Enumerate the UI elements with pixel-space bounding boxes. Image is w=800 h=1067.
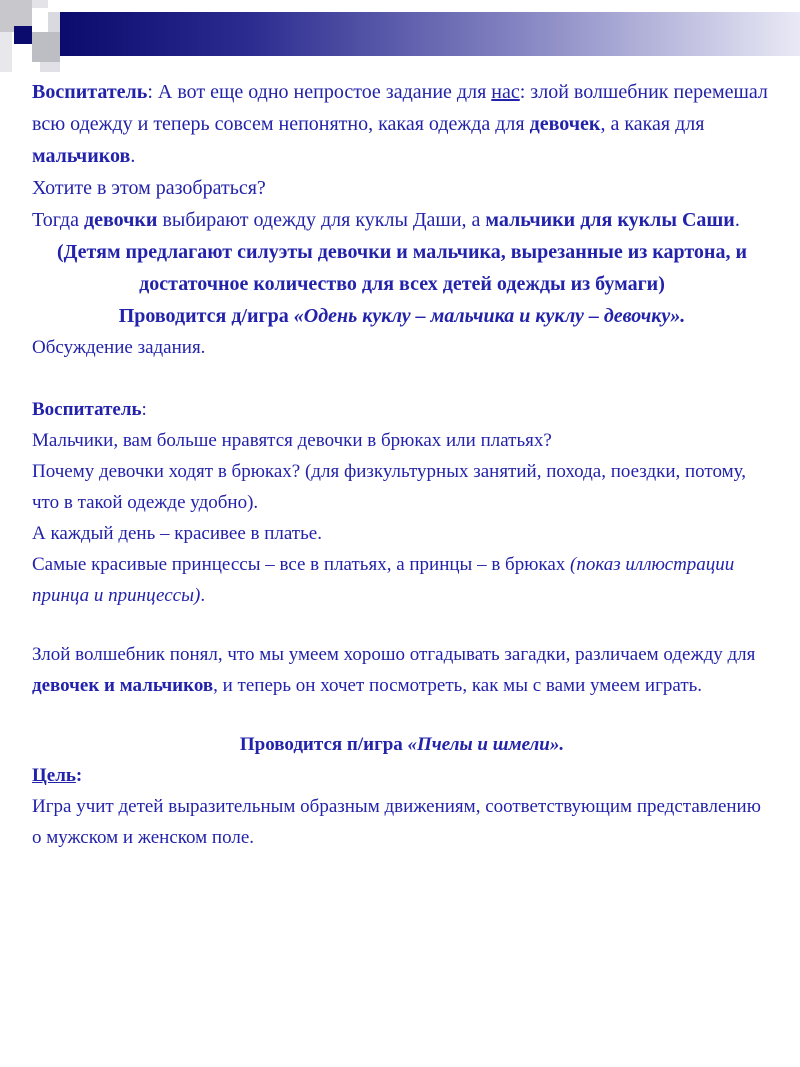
paragraph-dress: А каждый день – красивее в платье.: [32, 523, 322, 544]
paragraph-q1: Мальчики, вам больше нравятся девочки в брюках или платьях?: [32, 430, 552, 451]
paragraph-game-2: Проводится п/игра «Пчелы и шмели».: [239, 734, 565, 755]
header-gradient-bar: [60, 12, 800, 56]
paragraph-princess: Самые красивые принцессы – все в платьях, а принцы – в брюках (показ иллюстрации принца и принцессы).: [32, 554, 735, 606]
paragraph-task: Тогда девочки выбирают одежду для куклы Даши, а мальчики для куклы Саши.: [32, 209, 740, 231]
paragraph-question: Хотите в этом разобраться?: [32, 177, 266, 199]
speaker-label: Воспитатель: [32, 81, 148, 103]
paragraph-intro: Воспитатель: А вот еще одно непростое задание для нас: злой волшебник перемешал всю одежду и теперь совсем непонятно, какая одежда для девочек, а какая для мальчиков.: [32, 81, 768, 167]
decor-square: [14, 26, 32, 44]
decor-square: [48, 12, 60, 32]
paragraph-instruction: (Детям предлагают силуэты девочки и мальчика, вырезанные из картона, и достаточное количество для всех детей одежды из бумаги): [57, 241, 747, 295]
paragraph-goal-label: Цель:: [32, 765, 83, 786]
paragraph-speaker: Воспитатель:: [32, 399, 147, 420]
paragraph-q2: Почему девочки ходят в брюках? (для физкультурных занятий, похода, поездки, потому, что в такой одежде удобно).: [32, 461, 746, 513]
decor-square: [40, 62, 60, 72]
paragraph-discussion: Обсуждение задания.: [32, 337, 206, 358]
document-body: [32, 76, 772, 853]
paragraph-game-1: Проводится д/игра «Одень куклу – мальчика и куклу – девочку».: [118, 305, 686, 327]
decor-square: [32, 0, 48, 8]
paragraph-wizard: Злой волшебник понял, что мы умеем хорошо отгадывать загадки, различаем одежду для девочек и мальчиков, и теперь он хочет посмотреть, как мы с вами умеем играть.: [32, 644, 756, 696]
decor-square: [0, 32, 12, 72]
decor-square: [32, 32, 60, 62]
paragraph-goal-text: Игра учит детей выразительным образным движениям, соответствующим представлению о мужском и женском поле.: [32, 796, 761, 848]
